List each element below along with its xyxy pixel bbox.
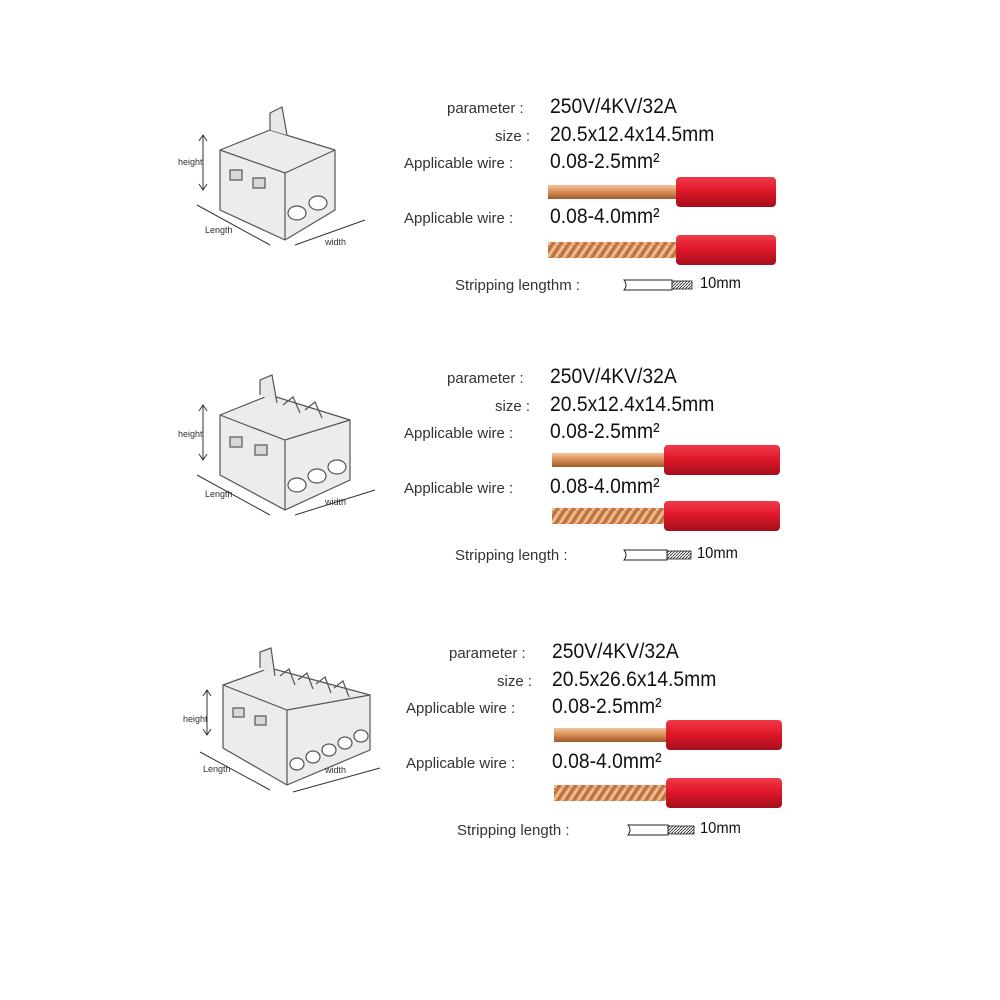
stripping-length-icon — [622, 547, 694, 563]
height-label: height — [178, 157, 203, 167]
wire2-label: Applicable wire : — [406, 755, 516, 772]
stranded-wire-icon — [552, 499, 782, 533]
spec-panel-2-way — [0, 95, 1000, 365]
size-value: 20.5x12.4x14.5mm — [550, 393, 715, 416]
solid-wire-icon — [548, 175, 778, 209]
stripping-value: 10mm — [697, 545, 738, 562]
parameter-label: parameter : — [447, 100, 524, 117]
parameter-label: parameter : — [449, 645, 526, 662]
spec-panel-5-way — [0, 640, 1000, 910]
wire1-label: Applicable wire : — [404, 425, 514, 442]
size-label: size : — [495, 398, 531, 415]
stripping-label: Stripping length : — [457, 822, 570, 839]
connector-2-way-illustration — [175, 95, 385, 265]
parameter-value: 250V/4KV/32A — [550, 365, 677, 388]
connector-3-way-illustration — [175, 365, 385, 535]
height-label: height — [178, 429, 203, 439]
wire2-value: 0.08-4.0mm² — [552, 750, 662, 773]
solid-wire-icon — [552, 443, 782, 477]
wire1-label: Applicable wire : — [406, 700, 516, 717]
stripping-value: 10mm — [700, 820, 741, 837]
connector-5-way-illustration — [175, 640, 385, 810]
wire2-label: Applicable wire : — [404, 210, 514, 227]
stranded-wire-icon — [548, 233, 778, 267]
width-label: width — [325, 765, 347, 775]
size-value: 20.5x12.4x14.5mm — [550, 123, 715, 146]
wire1-value: 0.08-2.5mm² — [550, 150, 660, 173]
width-label: width — [325, 497, 347, 507]
length-label: Length — [203, 764, 231, 774]
wire2-label: Applicable wire : — [404, 480, 514, 497]
length-label: Length — [205, 489, 233, 499]
stripping-label: Stripping lengthm : — [455, 277, 581, 294]
stripping-length-icon — [622, 277, 694, 293]
length-label: Length — [205, 225, 233, 235]
wire2-value: 0.08-4.0mm² — [550, 205, 660, 228]
parameter-value: 250V/4KV/32A — [552, 640, 679, 663]
stripping-label: Stripping length : — [455, 547, 568, 564]
stripping-length-icon — [626, 822, 698, 838]
parameter-label: parameter : — [447, 370, 524, 387]
wire1-value: 0.08-2.5mm² — [550, 420, 660, 443]
wire1-value: 0.08-2.5mm² — [552, 695, 662, 718]
stranded-wire-icon — [554, 776, 784, 810]
stripping-value: 10mm — [700, 275, 741, 292]
solid-wire-icon — [554, 718, 784, 752]
wire1-label: Applicable wire : — [404, 155, 514, 172]
height-label: height — [183, 714, 208, 724]
spec-panel-3-way — [0, 365, 1000, 635]
size-value: 20.5x26.6x14.5mm — [552, 668, 717, 691]
width-label: width — [325, 237, 347, 247]
wire2-value: 0.08-4.0mm² — [550, 475, 660, 498]
size-label: size : — [495, 128, 531, 145]
parameter-value: 250V/4KV/32A — [550, 95, 677, 118]
size-label: size : — [497, 673, 533, 690]
